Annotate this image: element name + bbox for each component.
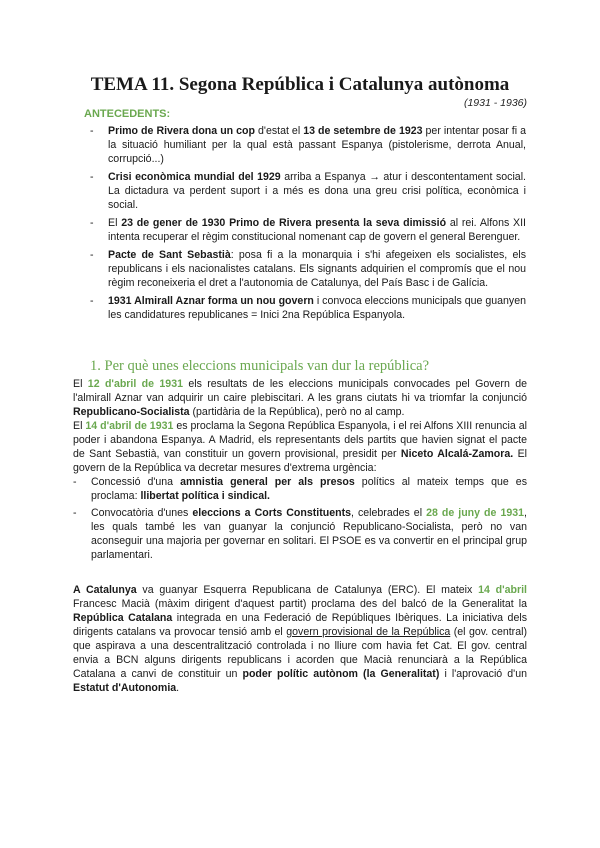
list-item: - Pacte de Sant Sebastià: posa fi a la monarquia i s'hi afegeixen els socialistes, els republicans i els nacionalistes catalans. Els signants adquirien el compromís que el nou règim reconeixeria el dret a l'autonomia de Catalunya, del País Basc i de Galícia.	[90, 248, 526, 290]
antecedents-heading: ANTECEDENTS:	[84, 108, 171, 120]
page-title: TEMA 11. Segona República i Catalunya autònoma	[90, 74, 510, 95]
measures-list	[73, 475, 527, 562]
paragraph-proclamation: El 14 d'abril de 1931 es proclama la Segona República Espanyola, i el rei Alfons XIII renuncia al poder i abandona Espanya. A Madrid, els representants dels partits que havien signat el pacte de Sant Sebastià, van constituir un govern provisional, presidit per Niceto Alcalá-Zamora. El govern de la República va decretar mesures d'extrema urgència:	[73, 420, 528, 474]
paragraph-catalunya: A Catalunya va guanyar Esquerra Republicana de Catalunya (ERC). El mateix 14 d'abril Francesc Macià (màxim dirigent d'aquest partit) proclama des del balcó de la Generalitat la República Catalana integrada en una Federació de Repúbliques Ibèriques. La iniciativa dels dirigents catalans va provocar tensió amb el govern provisional de la República (el gov. central) que aspirava a una descentralització controlada i no lliure com havia fet Cat. El gov. central envia a BCN alguns dirigents republicans i acorden que Macià renunciarà a la República Catalana a canvi de constituir un poder polític autònom (la Generalitat) i l'aprovació d'un Estatut d'Autonomia.	[73, 584, 527, 694]
list-item: - 1931 Almirall Aznar forma un nou govern i convoca eleccions municipals que guanyen les candidatures republicanes = Inici 2na República Espanyola.	[90, 294, 526, 322]
list-item: - Crisi econòmica mundial del 1929 arriba a Espanya → atur i descontentament social. La dictadura va perdent suport i a més es dona una greu crisi política, econòmica i social.	[90, 170, 526, 212]
antecedents-list	[90, 124, 526, 326]
list-item: - Concessió d'una amnistia general per als presos polítics al mateix temps que es proclama: llibertat política i sindical.	[73, 475, 527, 503]
section-heading: 1. Per què unes eleccions municipals van dur la república?	[90, 358, 430, 374]
paragraph-elections: El 12 d'abril de 1931 els resultats de les eleccions municipals convocades pel Govern de l'almirall Aznar van adquirir un caire plebiscitari. A les grans ciutats hi va triomfar la conjunció Republicano-Socialista (partidària de la República), però no al camp.	[73, 378, 527, 418]
date-range: (1931 - 1936)	[463, 97, 527, 109]
list-item: - Primo de Rivera dona un cop d'estat el 13 de setembre de 1923 per intentar posar fi a la situació humiliant per la qual està passant Espanya (pistolerisme, derrota Anual, corrupció...)	[90, 124, 526, 166]
list-item: - El 23 de gener de 1930 Primo de Rivera presenta la seva dimissió al rei. Alfons XII intenta recuperar el règim constitucional nomenant cap de govern el general Berenguer.	[90, 216, 526, 244]
list-item: - Convocatòria d'unes eleccions a Corts Constituents, celebrades el 28 de juny de 1931, les quals també les van guanyar la conjunció Republicano-Socialista, però no van aconseguir una majoria per governar en solitari. El PSOE es va convertir en el principal grup parlamentari.	[73, 506, 527, 562]
section-body	[73, 377, 527, 565]
